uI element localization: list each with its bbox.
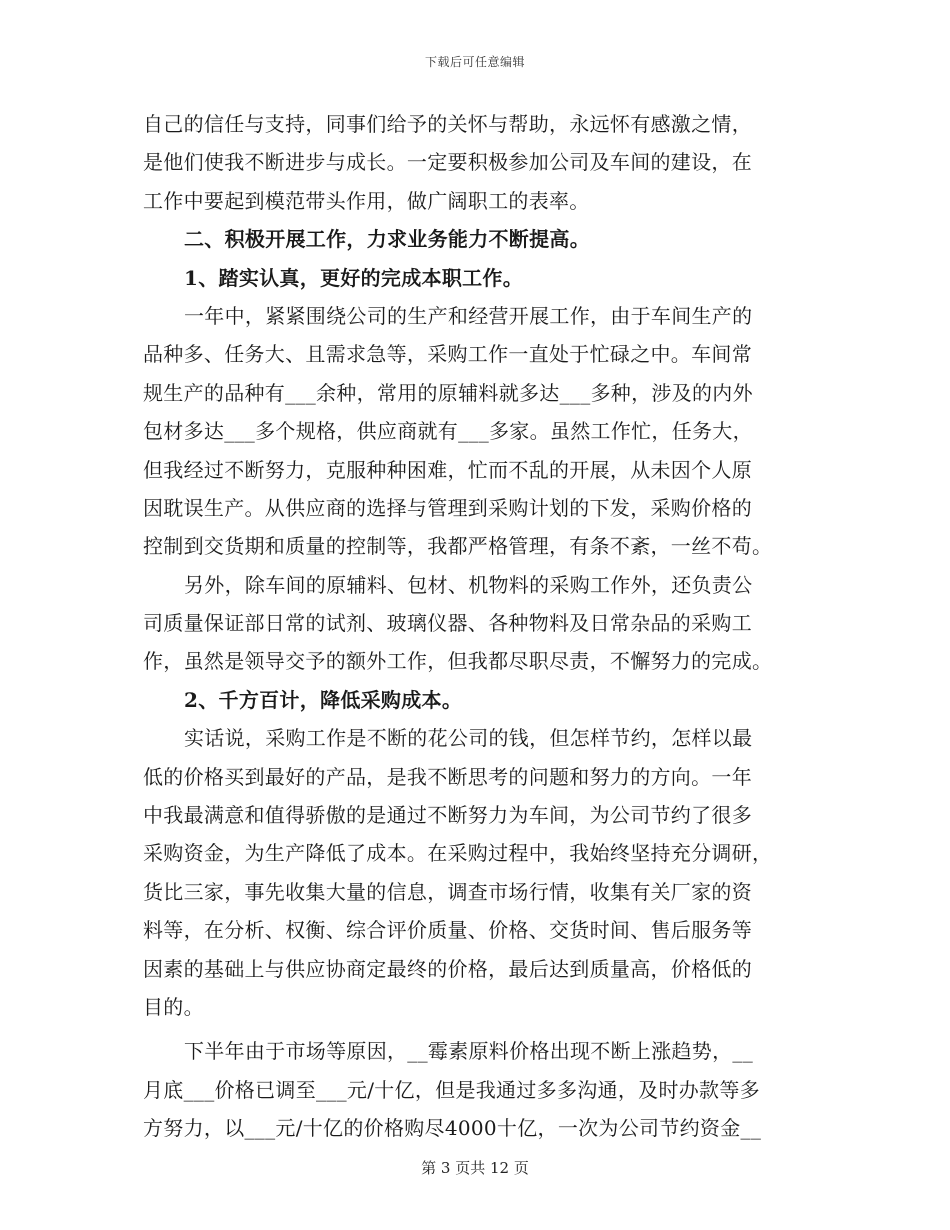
page-footer: 第 3 页共 12 页: [421, 1159, 529, 1177]
document-body: [143, 105, 807, 1148]
paragraph-line: 控制到交货期和质量的控制等，我都严格管理，有条不紊，一丝不苟。: [143, 534, 773, 559]
paragraph-line: 料等，在分析、权衡、综合评价质量、价格、交货时间、售后服务等: [143, 918, 752, 943]
section-heading: 二、积极开展工作，力求业务能力不断提高。: [184, 227, 590, 252]
paragraph-line: 采购资金，为生产降低了成本。在采购过程中，我始终坚持充分调研，: [143, 841, 773, 866]
paragraph-line: 品种多、任务大、且需求急等，采购工作一直处于忙碌之中。车间常: [143, 342, 752, 367]
paragraph-line: 自己的信任与支持，同事们给予的关怀与帮助，永远怀有感激之情，: [143, 112, 752, 136]
paragraph-line: 中我最满意和值得骄傲的是通过不断努力为车间，为公司节约了很多: [143, 803, 752, 828]
paragraph-line: 工作中要起到模范带头作用，做广阔职工的表率。: [143, 188, 590, 213]
paragraph-line: 因耽误生产。从供应商的选择与管理到采购计划的下发，采购价格的: [143, 495, 752, 520]
paragraph-line: 一年中，紧紧围绕公司的生产和经营开展工作，由于车间生产的: [184, 303, 753, 328]
paragraph-line: 月底___价格已调至___元/十亿，但是我通过多多沟通，及时办款等多: [143, 1077, 760, 1102]
paragraph-line: 包材多达___多个规格，供应商就有___多家。虽然工作忙，任务大，: [143, 419, 753, 444]
paragraph-line: 低的价格买到最好的产品，是我不断思考的问题和努力的方向。一年: [143, 764, 752, 789]
paragraph-line: 目的。: [143, 994, 204, 1019]
page-header: 下载后可任意编辑: [424, 55, 525, 69]
paragraph-line: 货比三家，事先收集大量的信息，调查市场行情，收集有关厂家的资: [143, 879, 752, 904]
subsection-heading: 2、千方百计，降低采购成本。: [184, 687, 463, 712]
paragraph-line: 实话说，采购工作是不断的花公司的钱，但怎样节约，怎样以最: [184, 726, 753, 751]
paragraph-line: 是他们使我不断进步与成长。一定要积极参加公司及车间的建设，在: [143, 150, 752, 175]
paragraph-line: 作，虽然是领导交予的额外工作，但我都尽职尽责，不懈努力的完成。: [143, 649, 773, 674]
paragraph-line: 规生产的品种有___余种，常用的原辅料就多达___多种，涉及的内外: [143, 380, 753, 405]
paragraph-line: 但我经过不断努力，克服种种困难，忙而不乱的开展，从未因个人原: [143, 457, 752, 482]
paragraph-line: 司质量保证部日常的试剂、玻璃仪器、各种物料及日常杂品的采购工: [143, 611, 752, 636]
subsection-heading: 1、踏实认真，更好的完成本职工作。: [184, 265, 524, 290]
paragraph-line: 方努力，以___元/十亿的价格购尽4000十亿，一次为公司节约资金__: [143, 1116, 762, 1141]
paragraph-line: 下半年由于市场等原因，__霉素原料价格出现不断上涨趋势，__: [184, 1039, 753, 1064]
paragraph-line: 因素的基础上与供应协商定最终的价格，最后达到质量高，价格低的: [143, 956, 752, 981]
paragraph-line: 另外，除车间的原辅料、包材、机物料的采购工作外，还负责公: [184, 572, 753, 597]
